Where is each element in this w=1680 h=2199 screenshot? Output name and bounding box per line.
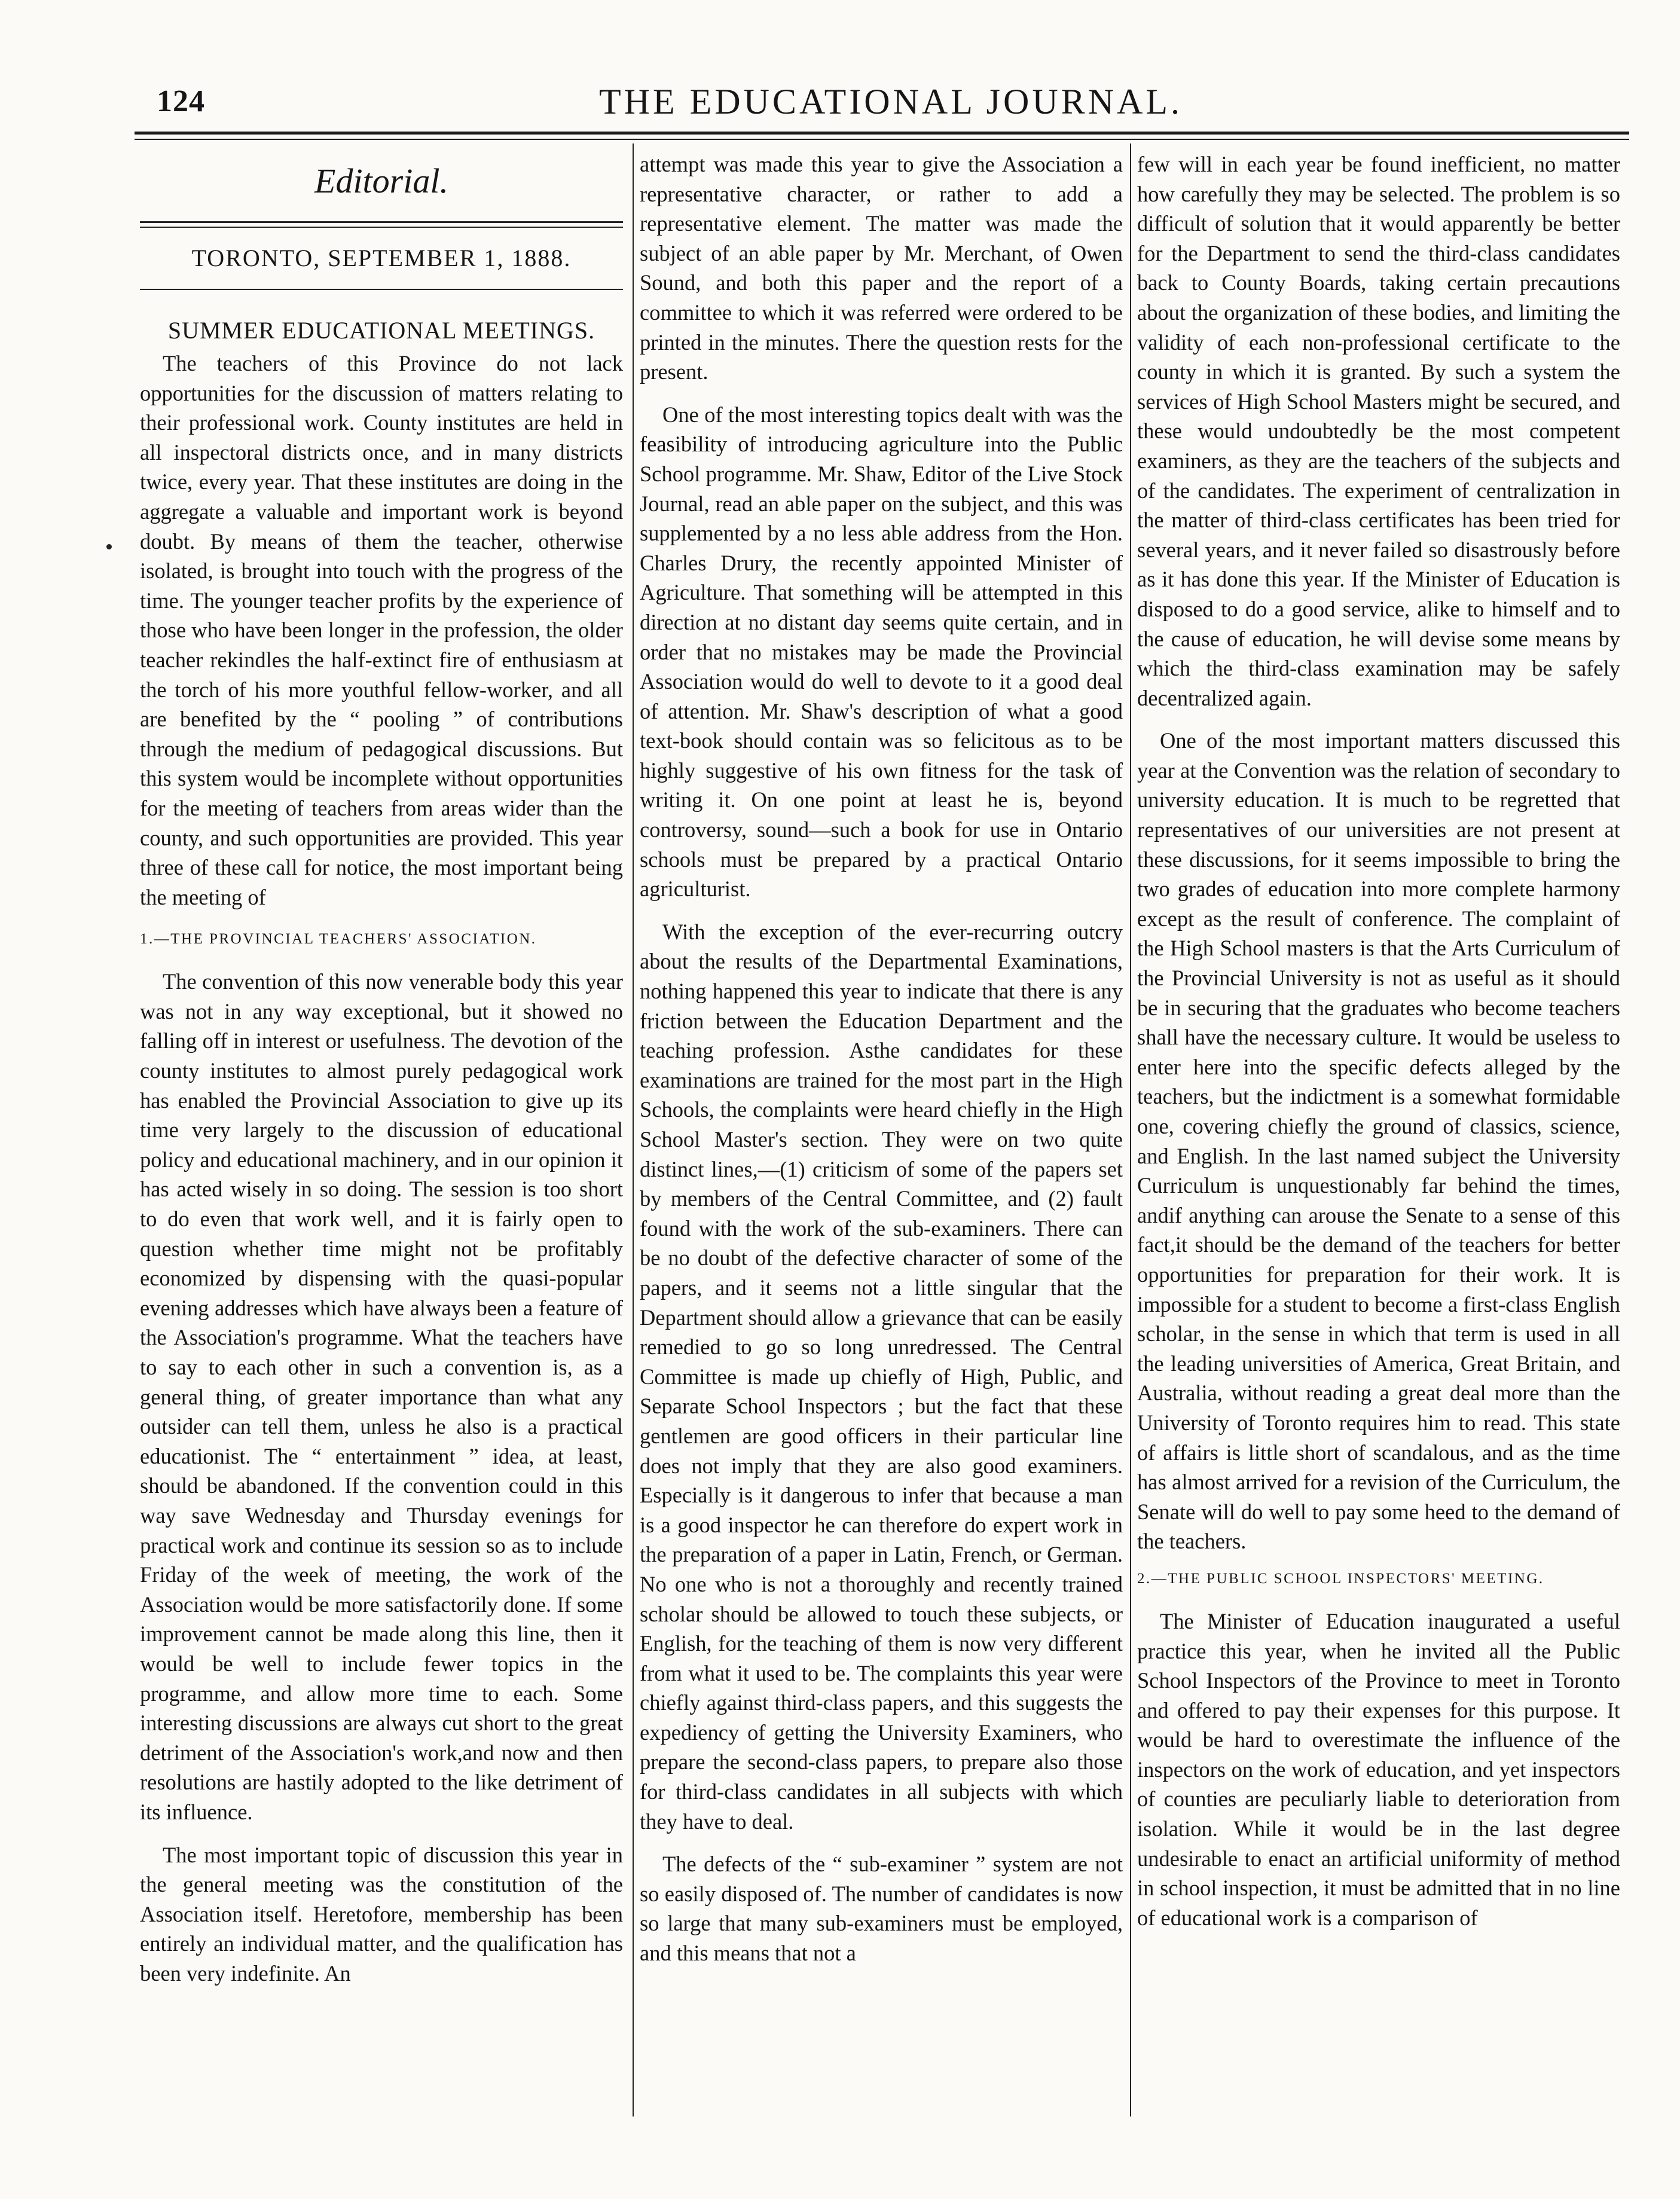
header-rule [135, 132, 1629, 135]
column-1 [140, 149, 623, 2140]
article-title: SUMMER EDUCATIONAL MEETINGS. [167, 317, 595, 344]
paragraph: One of the most interesting topics dealt with was the feasibility of introducing agriculture into the Public School programme. Mr. Shaw, Editor of the Live Stock Journal, read an able paper on the subject, and this was supplemented by a no less able address from the Hon. Charles Drury, the recently appointed Minister of Agriculture. That something will be attempted in this direction at no distant day seems quite certain, and in order that no mistakes may be made the Provincial Association would do well to devote to it a good deal of attention. Mr. Shaw's description of what a good text-book should contain was so felicitous as to be highly suggestive of his own fitness for the task of writing it. On one point at least he is, beyond controversy, sound—such a book for use in Ontario schools must be prepared by a practical Ontario agriculturist. [640, 402, 1123, 902]
paragraph: The teachers of this Province do not lack opportunities for the discussion of matters relating to their professional work. County institutes are held in all inspectoral districts once, and in many districts twice, every year. That these institutes are doing in the aggregate a valuable and important work is beyond doubt. By means of them the teacher, otherwise isolated, is brought into touch with the progress of the time. The younger teacher profits by the experience of those who have been longer in the profession, the older teacher rekindles the half-extinct fire of enthusiasm at the torch of his more youthful fellow-worker, and all are benefited by the “ pooling ” of contributions through the medium of pedagogical discussions. But this system would be incomplete without opportunities for the meeting of teachers from areas wider than the county, and such opportunities are provided. This year three of these call for notice, the most important being the meeting of [140, 351, 623, 909]
paragraph: attempt was made this year to give the Association a representative character, or rather to add a representative element. The matter was made the subject of an able paper by Mr. Merchant, of Owen Sound, and both this paper and the report of a committee to which it was referred were ordered to be printed in the minutes. There the question rests for the present. [640, 152, 1123, 384]
header-rule-thin [135, 139, 1629, 140]
paragraph: few will in each year be found inefficient, no matter how carefully they may be selected. The problem is so difficult of solution that it would apparently be better for the Department to send the third-class candidates back to County Boards, taking certain precautions about the organization of these bodies, and limiting the validity of each non-professional certificate to the county in which it is granted. By such a system the services of High School Masters might be secured, and these would undoubtedly be the most competent examiners, as they are the teachers of the subjects and of the candidates. The experiment of centralization in the matter of third-class certificates has been tried for several years, and it never failed so disastrously before as it has done this year. If the Minister of Education is disposed to do a good service, alike to himself and to the cause of education, he will devise some means by which the third-class examination may be safely decentralized again. [1137, 152, 1620, 710]
editorial-heading: Editorial. [314, 161, 448, 200]
dateline: TORONTO, SEPTEMBER 1, 1888. [191, 245, 572, 271]
heading-rule [140, 227, 623, 228]
section-heading: 2.—THE PUBLIC SCHOOL INSPECTORS' MEETING. [1137, 1570, 1544, 1587]
page-number: 124 [157, 84, 205, 118]
section-heading: 1.—THE PROVINCIAL TEACHERS' ASSOCIATION. [140, 931, 537, 948]
column-3 [1137, 149, 1620, 2140]
column-divider [633, 143, 634, 2116]
paragraph: With the exception of the ever-recurring outcry about the results of the Departmental Examinations, nothing happened this year to indicate that there is any friction between the Education Department and the teaching profession. Asthe candidates for these examinations are trained for the most part in the High Schools, the complaints were heard chiefly in the High School Master's section. They were on two quite distinct lines,—(1) criticism of some of the papers set by members of the Central Committee, and (2) fault found with the work of the sub-examiners. There can be no doubt of the defective character of some of the papers, and it seems not a little singular that the Department should allow a grievance that can be easily remedied to go so long unredressed. The Central Committee is made up chiefly of High, Public, and Separate School Inspectors ; but the fact that these gentlemen are good officers in their particular line does not imply that they are also good examiners. Especially is it dangerous to infer that because a man is a good inspector he can therefore do expert work in the preparation of a paper in Latin, French, or German. No one who is not a thoroughly and recently trained scholar should be allowed to touch these subjects, or English, for the teaching of them is now very different from what it used to be. The complaints this year were chiefly against third-class papers, and this suggests the expediency of getting the University Examiners, who prepare the second-class papers, to prepare also those for third-class candidates in all subjects with which they have to deal. [640, 919, 1123, 1834]
paragraph: The Minister of Education inaugurated a useful practice this year, when he invited all the Public School Inspectors of the Province to meet in Toronto and offered to pay their expenses for this purpose. It would be hard to overestimate the influence of the inspectors on the work of education, and yet inspectors of counties are peculiarly liable to deterioration from isolation. While it would be in the last degree undesirable to enact an artificial uniformity of method in school inspection, it must be admitted that in no line of educational work is a comparison of [1137, 1608, 1620, 1930]
paragraph: The defects of the “ sub-examiner ” system are not so easily disposed of. The number of candidates is now so large that many sub-examiners must be employed, and this means that not a [640, 1852, 1123, 1966]
column-divider [1130, 143, 1131, 2116]
paragraph: The most important topic of discussion this year in the general meeting was the constitution of the Association itself. Heretofore, membership has been entirely an individual matter, and the qualification has been very indefinite. An [140, 1842, 623, 1986]
paragraph: One of the most important matters discussed this year at the Convention was the relation of secondary to university education. It is much to be regretted that representatives of our universities are not present at these discussions, for it seems impossible to bring the two grades of education into more complete harmony except as the result of conference. The complaint of the High School masters is that the Arts Curriculum of the Provincial University is not as useful as it should be in securing that the graduates who become teachers shall have the necessary culture. It would be useless to enter here into the specific defects alleged by the teachers, but the indictment is a somewhat formidable one, covering chiefly the ground of classics, science, and English. In the last named subject the University Curriculum is unquestionably far behind the times, andif anything can arouse the Senate to a sense of this fact,it should be the demand of the teachers for better opportunities for preparation for their work. It is impossible for a student to become a first-class English scholar, in the sense in which that term is used in all the leading universities of America, Great Britain, and Australia, without reading a great deal more than the University of Toronto requires him to read. This state of affairs is little short of scandalous, and as the time has almost arrived for a revision of the Curriculum, the Senate will do well to pay some heed to the demand of the teachers. [1137, 728, 1620, 1554]
journal-title: THE EDUCATIONAL JOURNAL. [598, 82, 1183, 121]
heading-rule [140, 221, 623, 223]
dateline-rule [140, 289, 623, 290]
paragraph: The convention of this now venerable body this year was not in any way exceptional, but it showed no falling off in interest or usefulness. The devotion of the county institutes to almost purely pedagogical work has enabled the Provincial Association to give up its time very largely to the discussion of educational policy and educational machinery, and in our opinion it has acted wisely in so doing. The session is too short to do even that work well, and it is fairly open to question whether time might not be profitably economized by dispensing with the quasi-popular evening addresses which have always been a feature of the Association's programme. What the teachers have to say to each other in such a convention is, as a general thing, of greater importance than what any outsider can tell them, unless he also is a practical educationist. The “ entertainment ” idea, at least, should be abandoned. If the convention could in this way save Wednesday and Thursday evenings for practical work and continue its session so as to include Friday of the week of meeting, the work of the Association would be more satisfactorily done. If some improvement cannot be made along this line, then it would be well to include fewer topics in the programme, and allow more time to each. Some interesting discussions are always cut short to the great detriment of the Association's work,and now and then resolutions are hastily adopted to the like detriment of its influence. [140, 969, 623, 1824]
margin-mark [106, 544, 112, 549]
column-2 [640, 149, 1123, 2140]
